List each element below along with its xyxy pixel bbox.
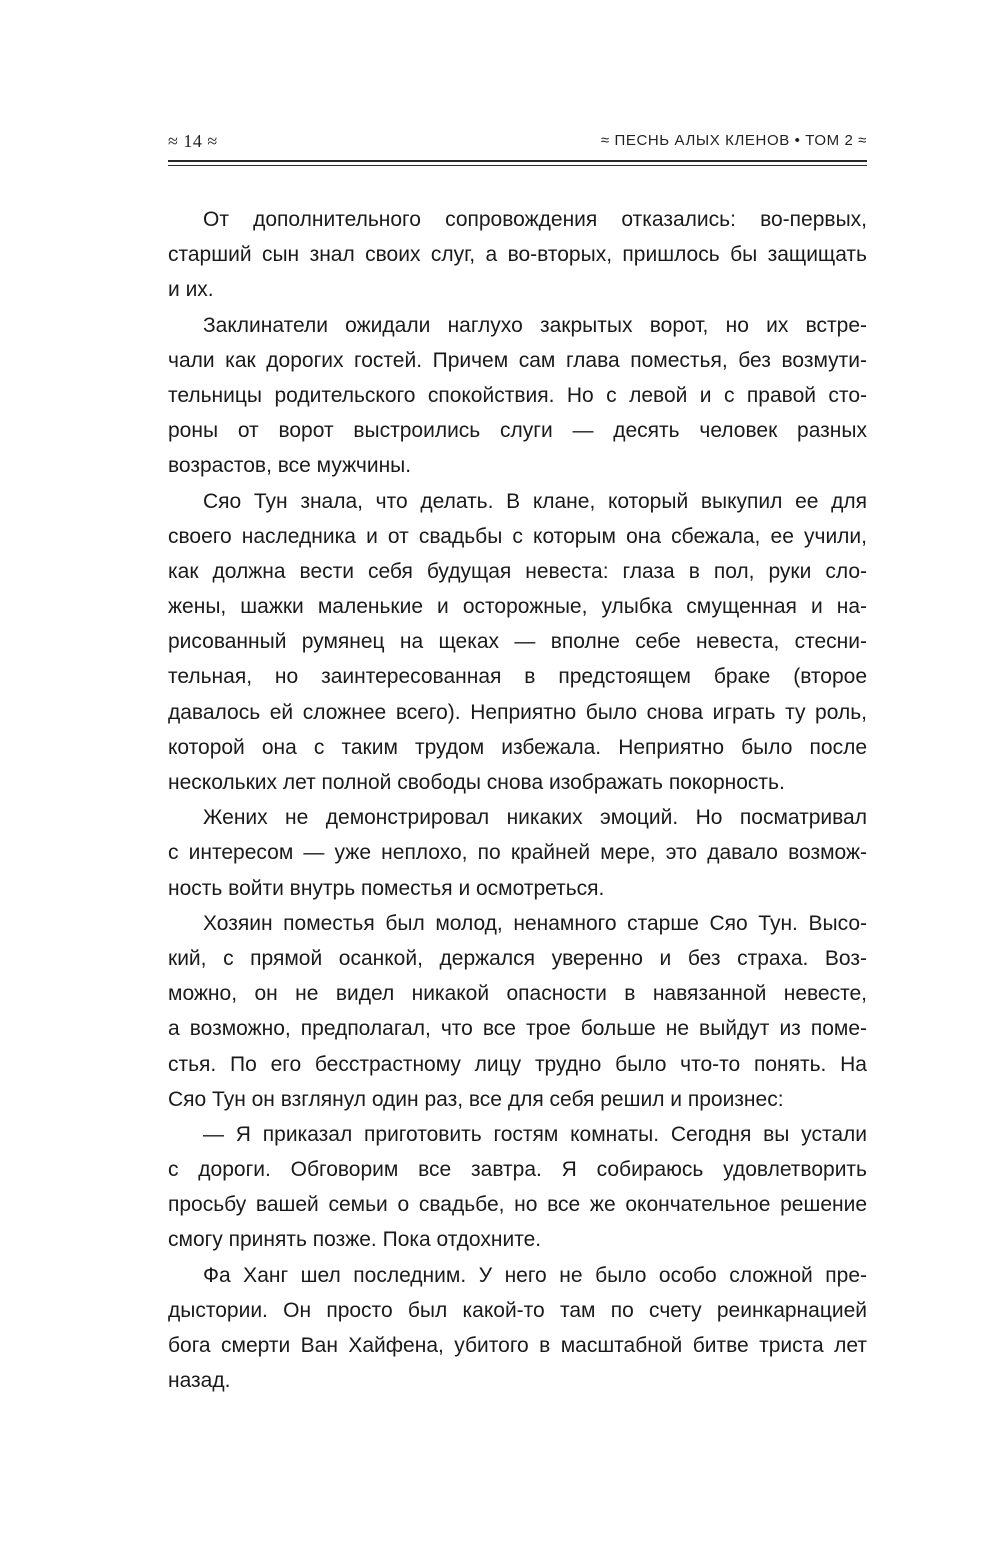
paragraph — [168, 1117, 867, 1258]
text-line: нескольких лет полной свободы снова изображать покорность. — [168, 771, 785, 794]
header-rule-thin — [168, 165, 867, 166]
paragraph — [168, 308, 867, 484]
body-text — [168, 202, 867, 1398]
text-line: От дополнительного сопровождения отказались: во-первых, — [203, 208, 867, 231]
text-line: которой она с таким трудом избежала. Неприятно было после — [168, 735, 867, 759]
text-line: просьбу вашей семьи о свадьбе, но все же окончательное решение — [168, 1193, 867, 1217]
text-line: — Я приказал приготовить гостям комнаты. Сегодня вы устали — [203, 1122, 867, 1146]
text-line: чали как дорогих гостей. Причем сам глава поместья, без возмути- — [168, 348, 867, 372]
paragraph — [168, 800, 867, 906]
text-line: Хозяин поместья был молод, ненамного старше Сяо Тун. Высо- — [203, 911, 867, 935]
paragraph — [168, 202, 867, 308]
text-line: Сяо Тун он взглянул один раз, все для себя решил и произнес: — [168, 1087, 784, 1111]
text-line: тельницы родительского спокойствия. Но с левой и с правой сто- — [168, 383, 867, 407]
text-line: жены, шажки маленькие и осторожные, улыбка смущенная и на- — [168, 595, 867, 619]
text-line: Сяо Тун знала, что делать. В клане, который выкупил ее для — [203, 489, 867, 513]
paragraph — [168, 906, 867, 1117]
text-line: старший сын знал своих слуг, а во-вторых, пришлось бы защищать — [168, 243, 867, 267]
text-line: как должна вести себя будущая невеста: глаза в пол, руки сло- — [168, 559, 867, 583]
paragraph — [168, 1258, 867, 1399]
text-line: а возможно, предполагал, что все трое больше не выйдут из поме- — [168, 1017, 867, 1041]
text-line: Жених не демонстрировал никаких эмоций. Но посматривал — [203, 806, 867, 830]
text-line: своего наследника и от свадьбы с которым она сбежала, ее учили, — [168, 524, 867, 548]
text-line: рисованный румянец на щеках — вполне себе невеста, стесни- — [168, 630, 867, 654]
header-rule-thick — [168, 160, 867, 162]
running-title: ≈ ПЕСНЬ АЛЫХ КЛЕНОВ • ТОМ 2 ≈ — [600, 132, 867, 149]
text-line: с дороги. Обговорим все завтра. Я собираюсь удовлетворить — [168, 1158, 867, 1182]
text-line: давалось ей сложнее всего). Неприятно было снова играть ту роль, — [168, 700, 867, 724]
paragraph — [168, 484, 867, 801]
text-line: возрастов, все мужчины. — [168, 454, 412, 478]
text-line: можно, он не видел никакой опасности в навязанной невесте, — [168, 982, 867, 1006]
text-line: бога смерти Ван Хайфена, убитого в масштабной битве триста лет — [168, 1334, 867, 1357]
text-line: кий, с прямой осанкой, держался уверенно и без страха. Воз- — [168, 946, 867, 970]
text-line: и их. — [168, 278, 214, 302]
text-line: назад. — [168, 1369, 231, 1393]
text-line: роны от ворот выстроились слуги — десять человек разных — [168, 419, 867, 443]
text-line: дыстории. Он просто был какой-то там по счету реинкарнацией — [168, 1298, 867, 1322]
text-line: тельная, но заинтересованная в предстоящем браке (второе — [168, 665, 867, 689]
text-line: стья. По его бесстрастному лицу трудно было что-то понять. На — [168, 1052, 867, 1076]
text-line: ность войти внутрь поместья и осмотреться. — [168, 876, 605, 900]
text-line: Заклинатели ожидали наглухо закрытых ворот, но их встре- — [203, 313, 867, 337]
text-line: с интересом — уже неплохо, по крайней мере, это давало возмож- — [168, 841, 867, 865]
running-header — [168, 131, 867, 155]
page-number: ≈ 14 ≈ — [168, 131, 218, 151]
text-line: смогу принять позже. Пока отдохните. — [168, 1228, 542, 1252]
text-line: Фа Ханг шел последним. У него не было особо сложной пре- — [203, 1263, 867, 1287]
